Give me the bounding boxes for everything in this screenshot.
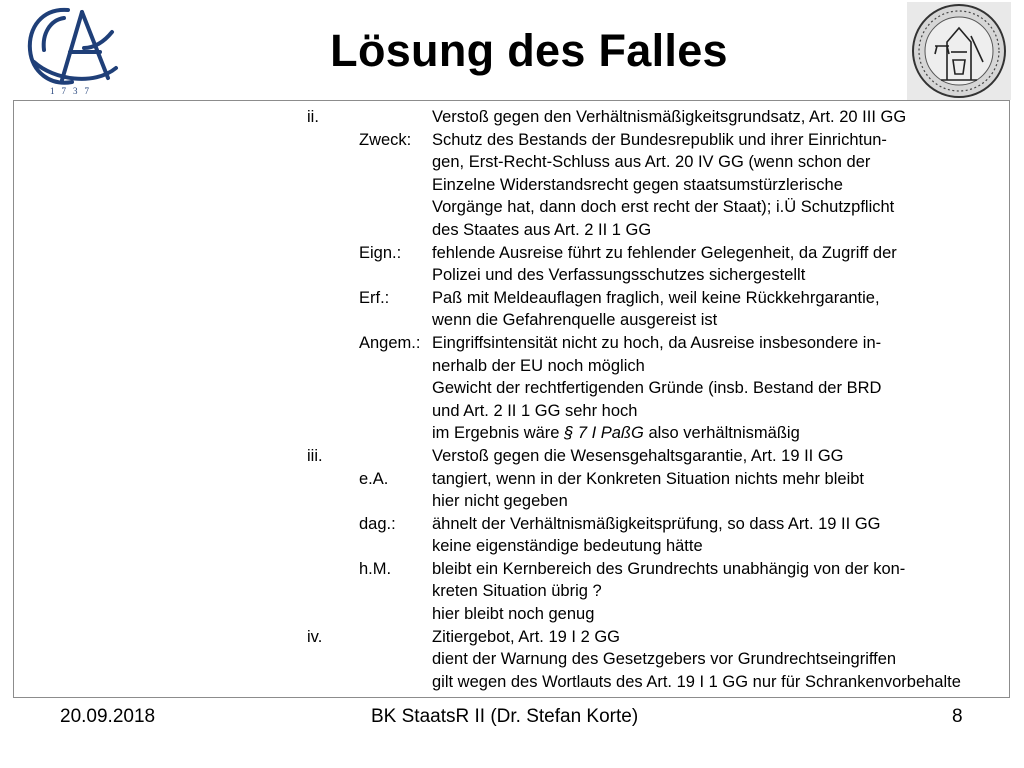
content-line	[307, 309, 1007, 332]
item-label	[359, 106, 432, 129]
content-line	[307, 400, 1007, 423]
item-label	[359, 377, 432, 400]
line-text: nerhalb der EU noch möglich	[432, 356, 645, 375]
content-line	[307, 513, 1007, 536]
line-text-tail: also verhältnismäßig	[648, 424, 800, 443]
content-line	[307, 196, 1007, 219]
item-number	[307, 309, 359, 332]
item-number	[307, 242, 359, 265]
content-line	[307, 580, 1007, 603]
item-number	[307, 400, 359, 423]
item-label	[359, 535, 432, 558]
line-text: fehlende Ausreise führt zu fehlender Gelegenheit, da Zugriff der	[432, 243, 897, 262]
item-label: Zweck:	[359, 130, 412, 149]
footer-date: 20.09.2018	[60, 706, 156, 727]
line-text: kreten Situation übrig ?	[432, 582, 602, 601]
item-number	[307, 196, 359, 219]
item-label	[359, 626, 432, 649]
item-label	[359, 580, 432, 603]
content-line	[307, 332, 1007, 355]
content-line	[307, 106, 1007, 129]
content-line	[307, 129, 1007, 152]
line-text: Paß mit Meldeauflagen fraglich, weil keine Rückkehrgarantie,	[432, 288, 880, 307]
line-text: dient der Warnung des Gesetzgebers vor Grundrechtseingriffen	[432, 650, 897, 669]
line-text: Polizei und des Verfassungsschutzes sichergestellt	[432, 266, 806, 285]
item-number	[307, 377, 359, 400]
item-label	[359, 196, 432, 219]
item-number	[307, 648, 359, 671]
line-text: Schutz des Bestands der Bundesrepublik und ihrer Einrichtun-	[432, 130, 887, 149]
content-text	[307, 106, 1007, 693]
item-label	[359, 671, 432, 694]
item-label	[359, 400, 432, 423]
line-text: keine eigenständige bedeutung hätte	[432, 537, 703, 556]
item-number	[307, 558, 359, 581]
line-text: wenn die Gefahrenquelle ausgereist ist	[432, 311, 718, 330]
footer-page-number: 8	[952, 706, 963, 727]
item-number	[307, 174, 359, 197]
item-number	[307, 468, 359, 491]
content-line	[307, 445, 1007, 468]
item-number	[307, 287, 359, 310]
line-text: Eingriffsintensität nicht zu hoch, da Ausreise insbesondere in-	[432, 333, 882, 352]
item-number	[307, 219, 359, 242]
item-number	[307, 332, 359, 355]
line-text: Einzelne Widerstandsrecht gegen staatsumstürzlerische	[432, 175, 843, 194]
line-text: Vorgänge hat, dann doch erst recht der Staat); i.Ü Schutzpflicht	[432, 198, 895, 217]
line-text: Verstoß gegen die Wesensgehaltsgarantie, Art. 19 II GG	[432, 446, 844, 465]
item-label: e.A.	[359, 469, 389, 488]
line-text: und Art. 2 II 1 GG sehr hoch	[432, 401, 638, 420]
content-line	[307, 264, 1007, 287]
item-number	[307, 264, 359, 287]
line-text: gen, Erst-Recht-Schluss aus Art. 20 IV GG (wenn schon der	[432, 153, 871, 172]
item-number	[307, 422, 359, 445]
line-text: gilt wegen des Wortlauts des Art. 19 I 1 GG nur für Schrankenvorbehalte	[432, 672, 961, 691]
item-label	[359, 264, 432, 287]
item-label	[359, 219, 432, 242]
page-title: Lösung des Falles	[330, 25, 728, 76]
item-label: Angem.:	[359, 333, 421, 352]
item-label: Erf.:	[359, 288, 390, 307]
line-text: Gewicht der rechtfertigenden Gründe (insb. Bestand der BRD	[432, 379, 882, 398]
item-label: dag.:	[359, 514, 396, 533]
line-text: hier bleibt noch genug	[432, 605, 595, 624]
content-line	[307, 174, 1007, 197]
item-number: iv.	[307, 627, 323, 646]
item-number	[307, 580, 359, 603]
item-number	[307, 671, 359, 694]
line-text: tangiert, wenn in der Konkreten Situation nichts mehr bleibt	[432, 469, 864, 488]
svg-text:1737: 1737	[50, 86, 96, 96]
item-number	[307, 151, 359, 174]
item-label	[359, 174, 432, 197]
line-text: des Staates aus Art. 2 II 1 GG	[432, 220, 652, 239]
content-line	[307, 603, 1007, 626]
content-line	[307, 671, 1007, 694]
item-number	[307, 603, 359, 626]
item-label	[359, 422, 432, 445]
item-number	[307, 513, 359, 536]
item-number	[307, 355, 359, 378]
item-label	[359, 648, 432, 671]
content-line	[307, 151, 1007, 174]
content-line	[307, 626, 1007, 649]
university-seal	[907, 2, 1011, 100]
line-text: Verstoß gegen den Verhältnismäßigkeitsgrundsatz, Art. 20 III GG	[432, 108, 907, 126]
footer-course: BK StaatsR II (Dr. Stefan Korte)	[371, 706, 639, 727]
item-number	[307, 490, 359, 513]
content-line	[307, 242, 1007, 265]
item-label	[359, 490, 432, 513]
line-text: Zitiergebot, Art. 19 I 2 GG	[432, 627, 621, 646]
line-text: hier nicht gegeben	[432, 492, 568, 511]
item-number: iii.	[307, 446, 323, 465]
item-label: h.M.	[359, 559, 392, 578]
citation-italic: § 7 I PaßG	[564, 424, 644, 443]
content-line	[307, 377, 1007, 400]
line-text: ähnelt der Verhältnismäßigkeitsprüfung, so dass Art. 19 II GG	[432, 514, 881, 533]
item-label	[359, 355, 432, 378]
line-text: im Ergebnis wäre	[432, 424, 560, 443]
content-line	[307, 558, 1007, 581]
item-label	[359, 309, 432, 332]
item-number: ii.	[307, 108, 319, 126]
content-line	[307, 287, 1007, 310]
item-number	[307, 535, 359, 558]
item-label	[359, 445, 432, 468]
item-number	[307, 129, 359, 152]
content-line	[307, 490, 1007, 513]
line-text: bleibt ein Kernbereich des Grundrechts unabhängig von der kon-	[432, 559, 906, 578]
content-line	[307, 219, 1007, 242]
item-label: Eign.:	[359, 243, 402, 262]
content-line	[307, 355, 1007, 378]
content-line	[307, 648, 1007, 671]
item-label	[359, 151, 432, 174]
content-line	[307, 468, 1007, 491]
content-line	[307, 422, 1007, 445]
content-line	[307, 535, 1007, 558]
item-label	[359, 603, 432, 626]
